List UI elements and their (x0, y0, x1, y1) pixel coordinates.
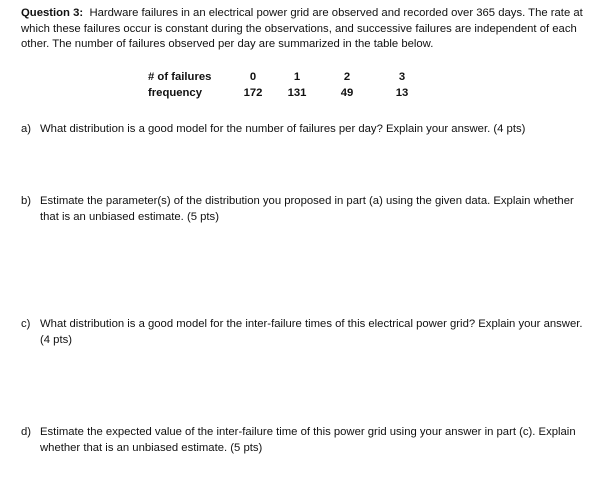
table-value: 172 (243, 87, 263, 99)
table-row-label-frequency: frequency (148, 87, 202, 99)
question-part-b (21, 194, 586, 225)
question-intro-text: Hardware failures in an electrical power grid are observed and recorded over 365 days. The rate at which these failures occur is constant during the observations, and successive failures are independent of each other. The number of failures observed per day are summarized in the table below. (21, 7, 583, 50)
table-value: 49 (340, 87, 354, 99)
question-heading-colon: : (79, 7, 84, 19)
part-letter: d) (21, 426, 32, 438)
table-value: 1 (293, 71, 301, 83)
failures-frequency-table (0, 70, 600, 106)
table-value: 2 (343, 71, 351, 83)
table-value: 13 (395, 87, 409, 99)
part-text: Estimate the parameter(s) of the distribution you proposed in part (a) using the given data. Explain whether that is an unbiased estimate. (5 pts) (40, 195, 574, 223)
table-value: 0 (249, 71, 257, 83)
table-value: 131 (287, 87, 307, 99)
question-part-c (21, 317, 586, 348)
question-part-d (21, 425, 586, 456)
part-letter: c) (21, 318, 31, 330)
part-text: What distribution is a good model for the inter-failure times of this electrical power grid? Explain your answer. (4 pts) (40, 318, 583, 346)
part-text: What distribution is a good model for the number of failures per day? Explain your answer. (4 pts) (40, 123, 526, 135)
part-text: Estimate the expected value of the inter-failure time of this power grid using your answer in part (c). Explain whether that is an unbiased estimate. (5 pts) (40, 426, 576, 454)
question-part-a (21, 122, 586, 138)
question-paragraph (21, 6, 591, 53)
table-value: 3 (398, 71, 406, 83)
question-heading: Question 3 (21, 7, 80, 19)
part-letter: b) (21, 195, 32, 207)
table-row-label-failures: # of failures (148, 71, 212, 83)
part-letter: a) (21, 123, 32, 135)
question-intro (21, 6, 591, 53)
